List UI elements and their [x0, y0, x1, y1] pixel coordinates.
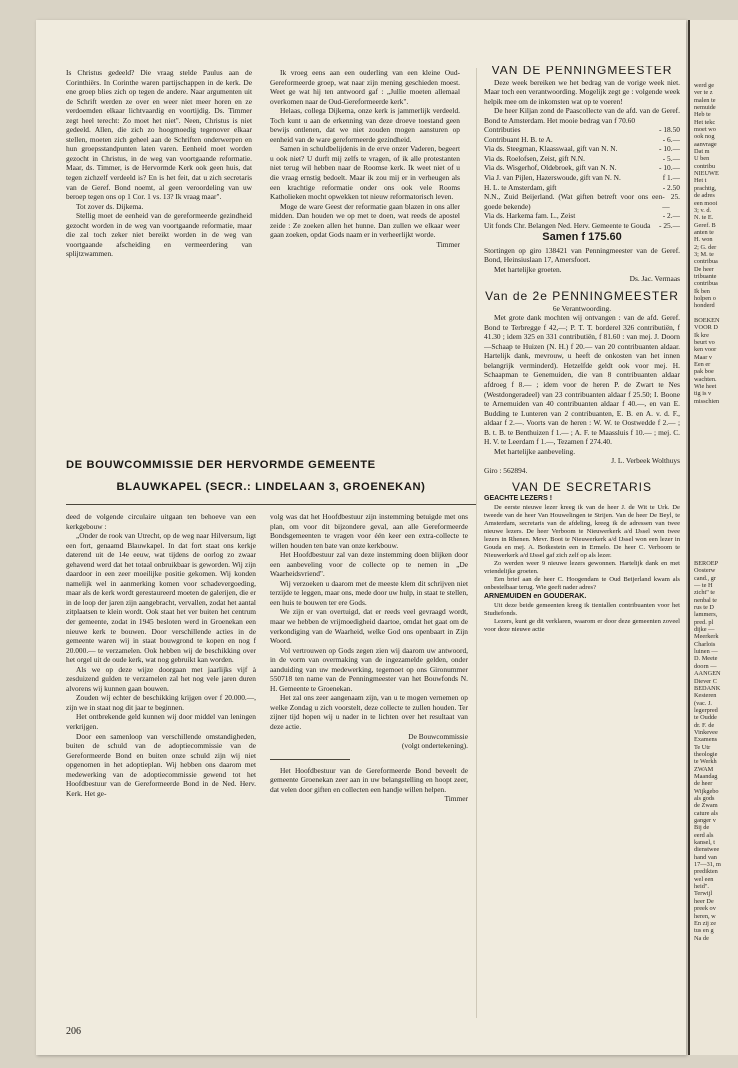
next-page-line: eerd als — [694, 831, 714, 839]
next-page-line: — te H — [694, 582, 713, 590]
paragraph: „Onder de rook van Utrecht, op de weg naar Hilversum, ligt een fort, genaamd Blauwkapel. In dat fort staat ons kerkje daterend uit de 14e eeuw, wat tijdens de oorlog zo zwaar gehavend werd dat het totaal onbruikbaar is geworden. Wij zijn daardoor in een zeer moeilijke positie gekomen. Wij konden namelijk wel in aanmerking komen voor schadevergoeding, maar als de kerk wordt gerestaureerd moeten de galerijen, die er in de loop der jaren zijn aangebracht, vervallen, zodat het aantal zitplaatsen te klein wordt. Ook staat het ver buiten het centrum der gemeente, zodat in 1945 besloten werd in Groenekan een nieuwe kerk te bouwen. Door verschillende acties in de gemeente waren wij in staat bouwgrond te kopen en nog f 20.000.— te verzamelen. Ook hebben wij de beschikking over het orgel uit de oude kerk, wat nog gebruikt kan worden. — [66, 531, 256, 665]
next-page-line: Het t — [694, 177, 707, 185]
paragraph: Moge de ware Geest der reformatie gaan blazen in ons aller midden. Dan houden we op met te doen, wat reeds de apostel zeide : Ze zoeken allen het hunne. Dan zullen we elkaar weer gaan zoeken, opdat Gods naam er in verheerlijkt worde. — [270, 201, 460, 240]
column-divider — [476, 68, 477, 1018]
next-page-line: kansel, t — [694, 839, 715, 847]
next-page-line: Dat m — [694, 148, 710, 156]
next-page-line: Wie heet — [694, 383, 717, 391]
next-page-line: tus en g — [694, 927, 714, 935]
next-page-line: 2; G. der — [694, 243, 717, 251]
signature: De Bouwcommissie — [408, 731, 468, 741]
paragraph: Stellig moet de eenheid van de gereformeerde gezindheid gezocht worden in de weg van voortgaande reformatie, maar die zal toch zeker niet bereikt worden in de weg van voortgaande afscheiding en vermeerdering van splijtzwammen. — [66, 211, 252, 259]
next-page-line: U ben — [694, 155, 710, 163]
donation-row: N.N., Zuid Beijerland. (Wat giften betreft voor ons een goede bekende) - 25.— — [484, 192, 680, 211]
paragraph: Helaas, collega Dijkema, onze kerk is jammerlijk verdeeld. Toch kunt u aan de erkenning van deze droeve toestand geen bewijs ontlenen, dat we niet zouden mogen aansturen op eenheid van de ware gereformeerde gezindheid. — [270, 106, 460, 144]
next-page-line: De heer — [694, 265, 714, 273]
next-page-line: heid". — [694, 883, 709, 891]
article-column-2 — [270, 68, 460, 398]
next-page-line: wel een — [694, 875, 714, 883]
next-page-line: Wijkgebo — [694, 787, 719, 795]
next-page-line: Vinkevee — [694, 728, 718, 736]
next-page-line: cature als — [694, 809, 718, 817]
article-column-4 — [270, 512, 468, 1022]
next-page-line: Het tekc — [694, 118, 716, 126]
next-page-line: een mooi — [694, 199, 718, 207]
donation-row: Contribuant H. B. te A. - 6.— — [484, 134, 680, 144]
next-page-line: cand., gr — [694, 574, 716, 582]
next-page-line: zicht" te — [694, 589, 715, 597]
next-page-line: malen te — [694, 96, 716, 104]
paragraph: Uit deze beide gemeenten kreeg ik tientallen contribuanten voor het Studiefonds. — [484, 601, 680, 617]
paragraph: Wij verzoeken u daarom met de meeste klem dit schrijven niet terzijde te leggen, maar ons, mede door uw hulp, in staat te stellen, een huis te bouwen ter ere Gods. — [270, 578, 468, 607]
next-page-line: tribuante — [694, 272, 717, 280]
paragraph: Tot zover ds. Dijkema. — [76, 201, 144, 211]
next-page-line: Examens — [694, 736, 718, 744]
next-page-line: Diever C — [694, 677, 717, 685]
next-page-line: rus te D — [694, 604, 714, 612]
signature: Timmer — [436, 239, 460, 249]
article-column-1 — [66, 68, 252, 398]
paragraph: Stortingen op giro 138421 van Penningmeester van de Geref. Bond, Heinsiuslaan 17, Amersfoort. — [484, 245, 680, 265]
paragraph: Door een samenloop van verschillende omstandigheden, buiten de schuld van de adoptiecommissie van de Gereformeerde Bond en buiten onze schuld zijn wij niet opgenomen in het adoptieplan. Wij hebben ons daarom met medewerking van de adoptiecommissie gewend tot het Hoofdbestuur van de Gereformeerde Bond in de Ned. Herv. Kerk. Het ge- — [66, 731, 256, 798]
next-page-line: ken voor — [694, 346, 717, 354]
next-page-line: BEDANK — [694, 684, 721, 692]
paragraph: Is Christus gedeeld? Die vraag stelde Paulus aan de Corinthiërs. In Corinthe waren partijschappen in de kerk. De ene groep blies zich op tegen de andere. Naar argumenten uit de Schrift werden ze over en weer niet meer horen en ze verdoemden elkaar lichtvaardig en voortijdig. Ds. Timmer zegt heel terecht: Zo moet het niet". Neen, Christus is niet gedeeld. Allen, die zich zo hoogmoedig tegenover elkaar stellen, moeten zich geheel aan de Schriften onderwerpen en hun groepsstandpunten laten varen. Eenheid moet worden gezocht in Christus, in de weg van voortgaande reformatie. Maar, ds. Timmer, is de Hervormde Kerk ook geen huis, dat tegen zichzelf verdeeld is? En is het feit, dat u zich secretaris van de Geref. Bond noemt, al geen veroordeling van uw beroep tegen ons op 1 Cor. 1 vs. 13? Ik vraag maar". — [66, 68, 252, 202]
subtitle: 6e Verantwoording. — [552, 303, 612, 313]
paragraph: We zijn er van overtuigd, dat er reeds veel gevraagd wordt, maar we hebben de vrijmoedigheid daartoe, omdat het gaat om de verkondiging van de Waarheid, welke God ons openbaart in Zijn Woord. — [270, 607, 468, 646]
paragraph: Met hartelijke groeten. — [494, 264, 562, 274]
next-page-line: tig is v — [694, 390, 712, 398]
donation-row: Via ds. Steegman, Klaasswaal, gift van N. N. - 10.— — [484, 144, 680, 154]
next-page-line: preek ov — [694, 905, 716, 913]
donation-row: Via J. van Pijlen, Hazerswoude, gift van N. N. f 1.— — [484, 173, 680, 183]
next-page-line: prachtig, — [694, 184, 717, 192]
paragraph: volg was dat het Hoofdbestuur zijn instemming betuigde met ons plan, om voor dit bijzondere geval, aan alle Gereformeerde Bondsgemeenten te vragen voor één keer een extra-collecte te willen houden ten bate van onze kerkbouw. — [270, 512, 468, 550]
next-page-line: contribua — [694, 280, 718, 288]
donation-row: H. L. te Amsterdam, gift - 2.50 — [484, 182, 680, 192]
next-page-line: legerpred — [694, 706, 718, 714]
next-page-line: moet wo — [694, 126, 716, 134]
paragraph: Zouden wij echter de beschikking krijgen over f 20.000.—, zijn we in staat nog dit jaar te beginnen. — [66, 693, 256, 712]
next-page-line: Maandag — [694, 772, 718, 780]
paragraph: Met hartelijke aanbeveling. — [494, 446, 576, 456]
paragraph: Deze week bereiken we het bedrag van de vorige week niet. Maar toch een verantwoording. Mogelijk zegt ge : volgende week helpik mee om de inkomsten wat op te voeren! — [484, 77, 680, 106]
next-page-line: Terwijl — [694, 890, 713, 898]
section-title-2e-penningmeester: Van de 2e PENNINGMEESTER — [485, 289, 679, 304]
next-page-line: D. Meete — [694, 655, 718, 663]
next-page-line: ook nog — [694, 133, 715, 141]
next-page-line: H. won — [694, 236, 713, 244]
article-headline: DE BOUWCOMMISSIE DER HERVORMDE GEMEENTE BLAUWKAPEL (SECR.: LINDELAAN 3, GROENEKAN) — [66, 459, 426, 493]
paragraph: Het Hoofdbestuur van de Gereformeerde Bond beveelt de gemeente Groenekan zeer aan in uw belangstelling en hoopt zeer, dat velen door giften en collecten een handje willen helpen. — [270, 765, 468, 794]
next-page-line: 3; M. te — [694, 250, 714, 258]
next-page-line: contribua — [694, 258, 718, 266]
next-page-line: lammers, — [694, 611, 718, 619]
signature: J. L. Verbeek Wolthuys — [611, 456, 680, 466]
next-page-line: doorn — — [694, 662, 717, 670]
donation-row: Contributies - 18.50 — [484, 125, 680, 135]
next-page-line: Oosterw — [694, 567, 716, 575]
next-page-line: nenbal te — [694, 596, 717, 604]
next-page-line: NIEUWE — [694, 170, 719, 178]
paragraph: Met grote dank mochten wij ontvangen : van de afd. Geref. Bond te Terbregge f 42,—; P. T. T. borderel 326 contributiën, f 41.30 ; idem 325 en 331 contributiën, f 81.60 : van mej. J. Doorn—Schaap te Huizen (N. H.) f 20.— van 20 contribuanten aldaar. Hartelijk dank, mevrouw, u heeft de onkosten van het innen belangrijk verminderd). Hetzelfde geldt ook voor mej. H. Schaapman te Genemuiden, die van 8 contribuanten aldaar afdroeg f 8.— ; idem voor de heren P. de Zwart te Nes (Westdongeradeel) van 23 contribuanten aldaar f 25.50; I. Boone te Arnemuiden van 40 contribuanten aldaar f 40.—, en van E. Budding te Lunteren van 2 contribuanten, E. B. en A. v. d. F., aldaar f 2.—. Voorts van de heren : W. W. te Oostwedde f 2.— ; B. t. B. te Benthuizen f 1.— ; A. F. te Maassluis f 10.— ; mej. C. H. V. te Leerdam f 1.—, Tezamen f 274.40. — [484, 313, 680, 447]
next-page-line: ZWAM — [694, 765, 714, 773]
next-page-line: Ik kre — [694, 331, 709, 339]
next-page-line: dienstwee — [694, 846, 720, 854]
newspaper-page — [36, 20, 686, 1055]
next-page-line: ver te z — [694, 89, 713, 97]
next-page-line: Een er — [694, 361, 711, 369]
paragraph: Het Hoofdbestuur zal van deze instemming doen blijken door een aanbeveling voor de collecte op te nemen in „De Waarheidsvriend". — [270, 550, 468, 579]
paragraph: deed de volgende circulaire uitgaan ten behoeve van een kerkgebouw : — [66, 512, 256, 531]
next-page-line: Meerkerk — [694, 633, 719, 641]
next-page-line: honderd — [694, 302, 715, 310]
next-page-line: Charlois — [694, 640, 716, 648]
paragraph: Het ontbrekende geld kunnen wij door middel van leningen verkrijgen. — [66, 712, 256, 732]
next-page-line: dr. F. de — [694, 721, 715, 729]
donation-total: Samen f 175.60 — [542, 231, 622, 244]
next-page-line: Heb te — [694, 111, 711, 119]
next-page-line: VOOR D — [694, 324, 718, 332]
subheading: GEACHTE LEZERS ! — [484, 494, 553, 502]
next-page-line: te Oudde — [694, 714, 717, 722]
signature: Ds. Jac. Vermaas — [629, 274, 680, 284]
next-page-line: (vac. J. — [694, 699, 713, 707]
signature: Timmer — [444, 794, 468, 804]
next-page-line: de adres — [694, 192, 715, 200]
next-page-line: BEROEP — [694, 560, 719, 567]
next-page-line: beurt vo — [694, 339, 715, 347]
next-page-line: AANGEN — [694, 670, 721, 678]
donation-list — [484, 125, 680, 230]
next-page-line: de Zwam — [694, 802, 718, 810]
next-page-line: nemuide — [694, 104, 716, 112]
right-column — [484, 66, 680, 1046]
paragraph: Een brief aan de heer C. Hoogendam te Oud Beijerland kwam als onbestelbaar terug. Wie geeft nader adres? — [484, 576, 680, 592]
next-page-line: heren, w — [694, 912, 716, 920]
next-page-line: hand van — [694, 853, 717, 861]
next-page-line: Te Utr — [694, 743, 711, 751]
article-column-3 — [66, 512, 256, 1012]
paragraph: De eerste nieuwe lezer kreeg ik van de heer J. de Wit te Urk. De tweede van de heer Van Houwelingen te Strijen. Van de heer De Beyl, te Amsterdam, secretaris van de afdeling, kreeg ik de adressen van twee nieuwe lezers. De heer Verboom te Nieuwerkerk a/d IJssel won twee lezers in Rhenen. Mevr. Boot te Nieuwerkerk a/d IJssel won een lezer in Gouda en mej. A. Botkestein een in Ermelo. De heer C. Verboom te Nieuwerkerk a/d IJssel gaf zich zelf op als lezer. — [484, 504, 680, 560]
next-page-line: luinen — — [694, 648, 718, 656]
next-page-line: misschien — [694, 397, 720, 405]
paragraph: Lezers, kunt ge dit verklaren, waarom er door deze gemeenten zoveel voor deze nieuwe actie — [484, 617, 680, 633]
headline-rule — [66, 504, 476, 505]
next-page-line: Na de — [694, 934, 709, 942]
next-page-line: ganger v — [694, 817, 716, 825]
signature: (volgt ondertekening). — [401, 741, 468, 751]
next-page-line: En zij ze — [694, 919, 717, 927]
next-page-line: predikten — [694, 868, 718, 876]
paragraph: Zo werden weer 9 nieuwe lezers gewonnen. Hartelijk dank en met vriendelijke groeten. — [484, 560, 680, 576]
paragraph: Het zal ons zeer aangenaam zijn, van u te mogen vernemen op welke Zondag u zich voorstelt, deze collecte te zullen houden. Ter zijner tijd hopen wij u nader in te lichten over het resultaat van deze actie. — [270, 693, 468, 732]
next-page-line: pak boe — [694, 368, 714, 376]
giro-number: Giro : 562894. — [484, 465, 528, 475]
next-page-line: Kesteren — [694, 692, 717, 700]
section-title-secretaris: VAN DE SECRETARIS — [512, 480, 652, 495]
next-page-line: 17—31, m — [694, 861, 721, 869]
next-page-line: anten te — [694, 228, 714, 236]
next-page-line: Ik ben — [694, 287, 710, 295]
next-page-line: de heer — [694, 780, 713, 788]
next-page-line: heer De — [694, 897, 714, 905]
next-page-line: 3; v. d. — [694, 206, 712, 214]
next-page-line — [694, 310, 738, 317]
next-page-line: dijke — — [694, 626, 715, 634]
next-page-line: pred. pl — [694, 618, 714, 626]
next-page-line: Maar v — [694, 353, 713, 361]
next-page-line: contribu — [694, 162, 715, 170]
next-page-line: theologie — [694, 750, 718, 758]
paragraph: Als we op deze wijze doorgaan met jaarlijks vijf à zesduizend gulden te verzamelen zal het nog vele jaren duren alvorens wij kunnen gaan bouwen. — [66, 664, 256, 693]
next-page-line: Geref. B — [694, 221, 716, 229]
donation-row: Via ds. Wisgerhof, Oldebroek, gift van N. N. - 10.— — [484, 163, 680, 173]
section-title-penningmeester: VAN DE PENNINGMEESTER — [491, 66, 673, 77]
next-page-line: wachten. — [694, 375, 717, 383]
next-page-text — [694, 560, 738, 942]
subheading: ARNEMUIDEN en GOUDERAK. — [484, 592, 587, 600]
paragraph: Vol vertrouwen op Gods zegen zien wij daarom uw antwoord, in de vorm van overmaking van de ingezamelde gelden, onder aanduiding van uw medewerking, tegemoet op ons Gironummer 550718 ten name van de Penningmeester van het Bouwfonds N. H. Gemeente te Groenekan. — [270, 645, 468, 693]
next-page-line: te Werkh — [694, 758, 717, 766]
next-page-line: N. te E. — [694, 214, 714, 222]
paragraph: De heer Kiljan zond de Paascollecte van de afd. van de Geref. Bond te Amsterdam. Het mooie bedrag van f 70.60 — [484, 106, 680, 125]
next-page-text — [694, 82, 738, 405]
next-page-line: BOEKEN — [694, 317, 720, 324]
paragraph: Samen in schuldbelijdenis in de erve onzer Vaderen, begeert u ook niet? U durft mij zelfs te vragen, of ik alle protestanten niet terug wil hebben naar de Roomse kerk. Ik weet niet of u die vraag ernstig bedoelt. Maar ik zou mij er in verheugen als een krachtige reformatie onder ons ook vele Rooms Katholieken mocht opwekken tot nieuw reformatorisch leven. — [270, 144, 460, 202]
next-page-line: als gods — [694, 795, 715, 802]
footer-rule — [270, 759, 350, 760]
next-page-edge — [688, 20, 738, 1055]
next-page-line: holpen o — [694, 294, 716, 302]
secretaris-body — [484, 495, 680, 634]
donation-row: Via ds. Harkema fam. L., Zeist - 2.— — [484, 211, 680, 221]
paragraph: Ik vroeg eens aan een ouderling van een kleine Oud-Gereformeerde groep, wat naar zijn mening geschieden moest. Weet ge wat hij ten antwoord gaf : „Jullie moeten allemaal overkomen naar de Oud-Gereformeerde kerk". — [270, 68, 460, 106]
next-page-line: Bij de — [694, 824, 710, 832]
next-page-line: werd ge — [694, 82, 715, 89]
page-number: 206 — [66, 1026, 81, 1037]
donation-row: Via ds. Roelofsen, Zeist, gift N.N. - 5.— — [484, 153, 680, 163]
donation-row: Uit fonds Chr. Belangen Ned. Herv. Gemeente te Gouda - 25.— — [484, 220, 680, 230]
next-page-line: aanvrage — [694, 140, 717, 148]
